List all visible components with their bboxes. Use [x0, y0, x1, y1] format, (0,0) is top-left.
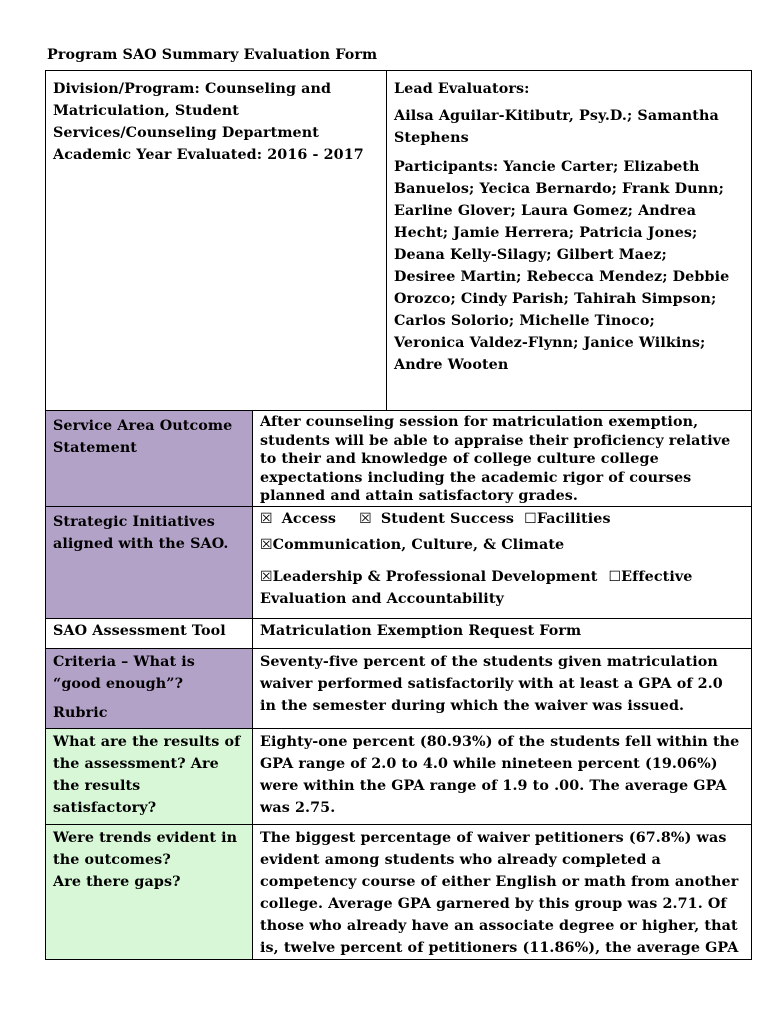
- value-line: competency course of either English or math from another: [260, 873, 739, 890]
- lead-evaluators-label: Lead Evaluators:: [394, 81, 530, 97]
- division-program-line: Division/Program: Counseling and: [53, 81, 332, 97]
- sao-statement-label: [46, 411, 253, 507]
- participants-line: Andre Wooten: [394, 357, 509, 373]
- facilities-checkbox[interactable]: ☐: [524, 510, 537, 527]
- participants-line: Deana Kelly-Silagy; Gilbert Maez;: [394, 247, 667, 263]
- leadership-label: Leadership & Professional Development: [272, 568, 598, 585]
- criteria-label: [46, 648, 253, 728]
- rubric-label: Rubric: [53, 704, 108, 721]
- value-line: in the semester during which the waiver was issued.: [260, 697, 685, 714]
- strategic-initiatives-label: [46, 506, 253, 618]
- lead-evaluators-line: Stephens: [394, 130, 469, 146]
- evaluators-cell: [387, 71, 751, 417]
- academic-year-line: Academic Year Evaluated: 2016 - 2017: [53, 147, 364, 163]
- initiatives-line-4: Evaluation and Accountability: [260, 590, 504, 607]
- strategic-initiatives-row: [46, 506, 752, 618]
- label-line: Service Area Outcome: [53, 418, 233, 434]
- trends-label: [46, 824, 253, 959]
- value-line: is, twelve percent of petitioners (11.86%), the average GPA: [260, 939, 739, 956]
- access-checkbox[interactable]: ☒: [260, 510, 273, 527]
- label-line: What are the results of: [53, 733, 241, 750]
- initiatives-line-1: [260, 508, 745, 534]
- effective-checkbox[interactable]: ☐: [608, 568, 622, 585]
- value-line: students will be able to appraise their proficiency relative: [260, 432, 731, 449]
- student-success-checkbox[interactable]: ☒: [359, 510, 372, 527]
- value-line: Eighty-one percent (80.93%) of the students fell within the: [260, 733, 740, 750]
- value-line: Seventy-five percent of the students given matriculation: [260, 653, 718, 670]
- value-line: After counseling session for matriculation exemption,: [260, 414, 699, 430]
- participants-line: Earline Glover; Laura Gomez; Andrea: [394, 203, 697, 219]
- participants-line: Hecht; Jamie Herrera; Patricia Jones;: [394, 225, 698, 241]
- leadership-checkbox[interactable]: ☒: [260, 568, 273, 585]
- participants-line: Participants: Yancie Carter; Elizabeth: [394, 159, 700, 175]
- criteria-row: [46, 648, 752, 728]
- results-value: [253, 728, 752, 824]
- access-label: Access: [281, 510, 337, 527]
- communication-label: Communication, Culture, & Climate: [272, 536, 565, 553]
- value-line: evident among students who already completed a: [260, 851, 661, 868]
- initiatives-line-2: [260, 534, 745, 566]
- label-line: satisfactory?: [53, 799, 157, 816]
- participants-line: Veronica Valdez-Flynn; Janice Wilkins;: [394, 335, 706, 351]
- value-line: was 2.75.: [260, 799, 336, 816]
- value-line: to their and knowledge of college culture college: [260, 451, 659, 467]
- label-line: the assessment? Are: [53, 755, 219, 772]
- student-success-label: Student Success: [380, 510, 515, 527]
- assessment-tool-label: SAO Assessment Tool: [46, 618, 253, 648]
- value-line: expectations including the academic rigor of courses: [260, 469, 692, 486]
- participants-line: Orozco; Cindy Parish; Tahirah Simpson;: [394, 291, 717, 307]
- form-title: Program SAO Summary Evaluation Form: [47, 47, 378, 63]
- label-line: “good enough”?: [53, 675, 184, 692]
- value-line: waiver performed satisfactorily with at least a GPA of 2.0: [260, 675, 723, 692]
- lead-evaluators-line: Ailsa Aguilar-Kitibutr, Psy.D.; Samantha: [394, 108, 719, 124]
- label-line: Statement: [53, 440, 138, 456]
- participants-list: [394, 156, 743, 376]
- header-table: [45, 70, 752, 411]
- evaluation-table: [45, 410, 752, 960]
- label-line: the results: [53, 777, 141, 794]
- trends-value: [253, 824, 752, 959]
- participants-line: Carlos Solorio; Michelle Tinoco;: [394, 313, 655, 329]
- value-line: were within the GPA range of 1.9 to .00. The average GPA: [260, 777, 727, 794]
- division-program-line: Matriculation, Student: [53, 103, 239, 119]
- label-line: the outcomes?: [53, 851, 171, 868]
- assessment-tool-row: [46, 618, 752, 648]
- value-line: planned and attain satisfactory grades.: [260, 488, 579, 504]
- sao-statement-value: [253, 411, 752, 507]
- initiatives-line-3: [260, 566, 745, 588]
- facilities-label: Facilities: [536, 510, 611, 527]
- sao-statement-row: [46, 411, 752, 507]
- label-line: Strategic Initiatives: [53, 513, 215, 530]
- division-program-line: Services/Counseling Department: [53, 125, 319, 141]
- value-line: GPA range of 2.0 to 4.0 while nineteen percent (19.06%): [260, 755, 718, 772]
- division-program-cell: [46, 71, 387, 410]
- strategic-initiatives-value: [253, 506, 752, 618]
- value-line: The biggest percentage of waiver petitioners (67.8%) was: [260, 829, 727, 846]
- label-line: Are there gaps?: [53, 873, 181, 890]
- criteria-value: [253, 648, 752, 728]
- value-line: college. Average GPA garnered by this group was 2.71. Of: [260, 895, 727, 912]
- lead-evaluators-names: [394, 105, 743, 149]
- participants-line: Banuelos; Yecica Bernardo; Frank Dunn;: [394, 181, 724, 197]
- participants-line: Desiree Martin; Rebecca Mendez; Debbie: [394, 269, 730, 285]
- label-line: Criteria – What is: [53, 653, 195, 670]
- assessment-tool-value: Matriculation Exemption Request Form: [253, 618, 752, 648]
- results-row: [46, 728, 752, 824]
- label-line: Were trends evident in: [53, 829, 238, 846]
- results-label: [46, 728, 253, 824]
- label-line: aligned with the SAO.: [53, 535, 229, 552]
- communication-checkbox[interactable]: ☒: [260, 536, 273, 553]
- trends-row: [46, 824, 752, 959]
- effective-label: Effective: [621, 568, 693, 585]
- value-line: those who already have an associate degree or higher, that: [260, 917, 738, 934]
